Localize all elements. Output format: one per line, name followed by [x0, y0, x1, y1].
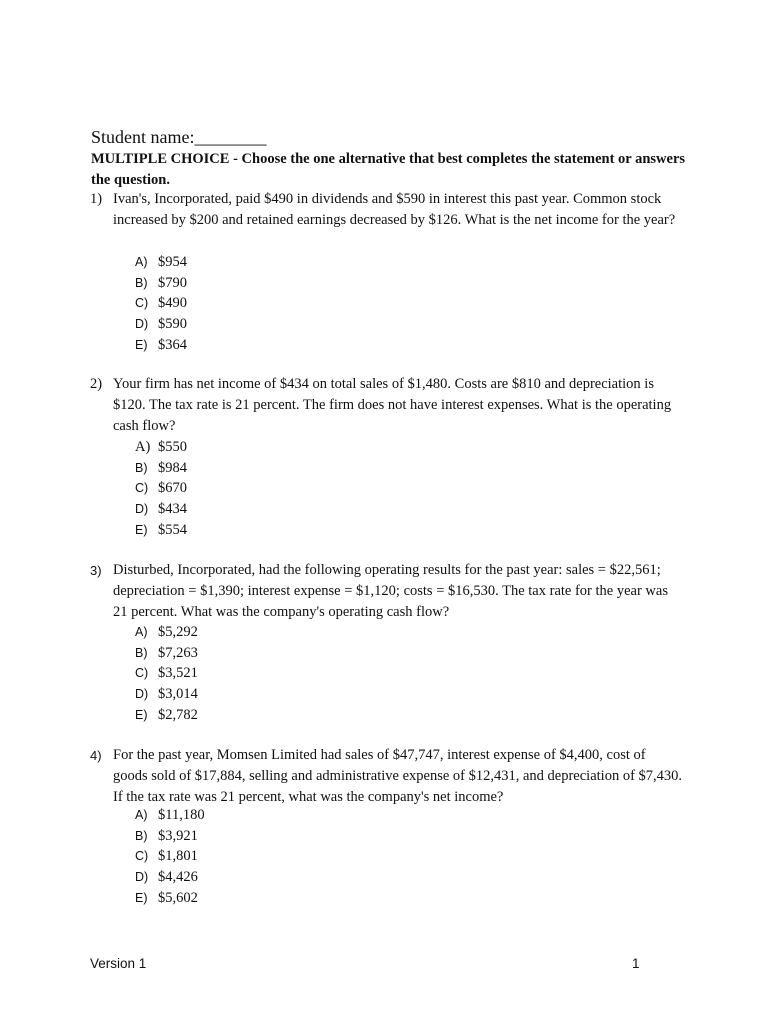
option-d[interactable] — [135, 314, 187, 335]
option-d[interactable] — [135, 499, 187, 520]
options-list — [135, 805, 205, 908]
option-letter: E) — [135, 890, 148, 905]
option-value: $364 — [158, 336, 187, 353]
option-value: $5,602 — [158, 889, 198, 906]
option-letter: A) — [135, 439, 151, 455]
option-b[interactable] — [135, 643, 198, 664]
option-letter: B) — [135, 275, 148, 290]
option-letter: D) — [135, 870, 149, 885]
option-c[interactable] — [135, 478, 187, 499]
option-value: $1,801 — [158, 848, 198, 865]
option-a[interactable] — [135, 622, 198, 643]
option-e[interactable] — [135, 520, 187, 541]
option-letter: C) — [135, 849, 149, 864]
option-value: $3,521 — [158, 665, 198, 682]
option-letter: A) — [135, 255, 148, 269]
option-value: $434 — [158, 501, 187, 518]
options-list — [135, 622, 198, 725]
option-c[interactable] — [135, 293, 187, 314]
option-letter: E) — [135, 337, 148, 352]
option-letter: E) — [135, 522, 148, 537]
question-text: For the past year, Momsen Limited had sales of $47,747, interest expense of $4,400, cost of goods sold of $17,884, selling and administrative expense of $12,431, and depreciation of $7,430. If the tax rate was 21 percent, what was the company's net income? — [113, 747, 683, 805]
student-name-line: Student name:________ — [91, 127, 267, 147]
option-letter: C) — [135, 296, 149, 311]
option-value: $5,292 — [158, 624, 198, 640]
option-letter: D) — [135, 502, 149, 517]
option-letter: C) — [135, 481, 149, 496]
option-c[interactable] — [135, 663, 198, 684]
options-list — [135, 252, 187, 355]
option-value: $11,180 — [158, 807, 205, 823]
option-letter: D) — [135, 687, 149, 702]
footer-version: Version 1 — [90, 956, 147, 971]
option-value: $7,263 — [158, 644, 198, 661]
option-letter: D) — [135, 317, 149, 332]
option-value: $554 — [158, 521, 187, 538]
option-value: $4,426 — [158, 869, 198, 886]
option-d[interactable] — [135, 867, 205, 888]
option-value: $984 — [158, 459, 187, 476]
option-b[interactable] — [135, 458, 187, 479]
question-number: 4) — [90, 748, 102, 763]
option-value: $550 — [158, 439, 187, 455]
option-letter: B) — [135, 645, 148, 660]
option-e[interactable] — [135, 705, 198, 726]
question-text: Disturbed, Incorporated, had the following operating results for the past year: sales = $22,561; depreciation = $1,390; interest expense = $1,120; costs = $16,530. The tax rate for the year was 21 percent. What was the company's operating cash flow? — [113, 562, 668, 620]
question-text: Your firm has net income of $434 on total sales of $1,480. Costs are $810 and depreciation is $120. The tax rate is 21 percent. The firm does not have interest expenses. What is the operating cash flow? — [113, 376, 672, 434]
option-letter: A) — [135, 625, 148, 639]
question-text: Ivan's, Incorporated, paid $490 in dividends and $590 in interest this past year. Common stock increased by $200 and retained earnings decreased by $126. What is the net income for the year? — [113, 191, 676, 228]
option-a[interactable] — [135, 252, 187, 273]
option-value: $3,014 — [158, 686, 198, 703]
option-c[interactable] — [135, 846, 205, 867]
options-list — [135, 437, 187, 540]
option-value: $2,782 — [158, 706, 198, 723]
option-value: $490 — [158, 295, 187, 312]
question-number: 2) — [90, 376, 103, 392]
option-letter: B) — [135, 460, 148, 475]
option-value: $790 — [158, 274, 187, 291]
option-value: $954 — [158, 254, 187, 270]
option-value: $670 — [158, 480, 187, 497]
option-letter: C) — [135, 666, 149, 681]
option-e[interactable] — [135, 335, 187, 356]
question-number: 1) — [90, 191, 103, 207]
footer-page-number: 1 — [632, 956, 640, 971]
option-b[interactable] — [135, 273, 187, 294]
option-letter: E) — [135, 707, 148, 722]
option-b[interactable] — [135, 826, 205, 847]
option-e[interactable] — [135, 888, 205, 909]
option-value: $3,921 — [158, 827, 198, 844]
option-value: $590 — [158, 316, 187, 333]
option-a[interactable] — [135, 805, 205, 826]
instructions: MULTIPLE CHOICE - Choose the one alternative that best completes the statement or answers the question. — [91, 151, 686, 188]
question-number: 3) — [90, 563, 102, 578]
option-letter: B) — [135, 828, 148, 843]
option-a[interactable] — [135, 437, 187, 458]
option-letter: A) — [135, 808, 148, 822]
option-d[interactable] — [135, 684, 198, 705]
